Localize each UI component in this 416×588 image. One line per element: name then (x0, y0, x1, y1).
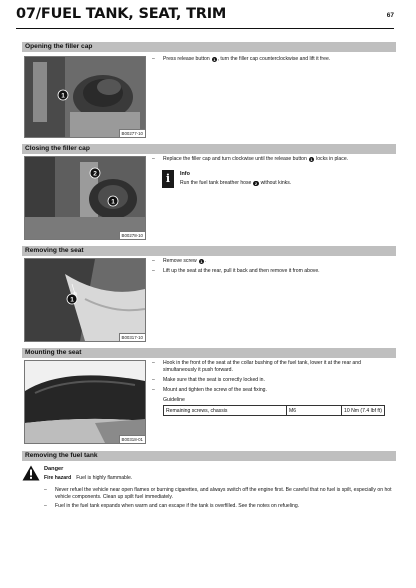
spec-label: Remaining screws, chassis (164, 406, 287, 416)
table-row (164, 406, 385, 416)
figure-mounting-seat (24, 360, 146, 444)
svg-text:1: 1 (111, 198, 115, 206)
list-dash: – (152, 268, 155, 274)
list-dash: – (152, 56, 155, 62)
info-text: Run the fuel tank breather hose 2 without kinks. (180, 180, 292, 186)
step-tighten-screw: – Mount and tighten the screw of the seat fixing. (152, 387, 267, 393)
figure-removing-seat (24, 258, 146, 342)
guideline-title: Guideline (163, 397, 185, 403)
list-dash: – (44, 487, 47, 493)
figure-code: B00318-01 (119, 435, 145, 443)
photo-seat-mounted (25, 361, 145, 443)
danger-bullet: – Fuel in the fuel tank expands when warm and can escape if the tank is overfilled. See the notes on refueling. (44, 503, 300, 509)
list-dash: – (44, 503, 47, 509)
step-hook-seat: – Hook in the front of the seat at the collar bushing of the fuel tank, lower it at the rear and simultaneously it push forward. (152, 360, 361, 374)
hazard-label: Fire hazard (44, 475, 72, 481)
section-header-closing-filler-cap (22, 144, 396, 154)
section-header-removing-seat (22, 246, 396, 256)
section-title: Mounting the seat (25, 349, 82, 356)
spec-torque: 10 Nm (7.4 lbf ft) (342, 406, 385, 416)
photo-filler-cap-open (25, 57, 145, 137)
chapter-title: 07/FUEL TANK, SEAT, TRIM (16, 6, 227, 22)
hazard-text: Fuel is highly flammable. (76, 475, 133, 481)
figure-code: B00278-10 (119, 231, 145, 239)
callout-1: 1 (310, 156, 313, 162)
section-header-opening-filler-cap (22, 42, 396, 52)
page-header (16, 6, 394, 29)
hazard-line (44, 475, 132, 481)
section-title: Removing the fuel tank (25, 452, 98, 459)
photo-seat-screw (25, 259, 145, 341)
callout-1: 1 (213, 56, 216, 62)
section-title: Closing the filler cap (25, 145, 90, 152)
warning-triangle-icon (22, 465, 40, 481)
step-lift-seat: – Lift up the seat at the rear, pull it back and then remove it from above. (152, 268, 320, 274)
figure-opening-filler-cap (24, 56, 146, 138)
section-header-removing-fuel-tank (22, 451, 396, 461)
info-i-icon: i (162, 170, 174, 188)
list-dash: – (152, 156, 155, 162)
section-header-mounting-seat (22, 348, 396, 358)
step-press-release-button: – Press release button 1 , turn the filler cap counterclockwise and lift it free. (152, 56, 331, 62)
list-dash: – (152, 360, 155, 366)
list-dash: – (152, 387, 155, 393)
info-box (162, 170, 396, 188)
callout-2: 2 (254, 180, 258, 186)
step-remove-screw: – Remove screw 1 . (152, 258, 206, 264)
section-title: Opening the filler cap (25, 43, 93, 50)
svg-text:1: 1 (70, 296, 74, 304)
section-title: Removing the seat (25, 247, 84, 254)
svg-text:1: 1 (61, 92, 65, 100)
figure-code: B00277-10 (119, 129, 145, 137)
step-replace-filler-cap: – Replace the filler cap and turn clockwise until the release button 1 locks in place. (152, 156, 349, 162)
page-number: 67 (386, 12, 394, 19)
figure-code: B00317-10 (119, 333, 145, 341)
info-title: Info (180, 171, 190, 177)
svg-text:2: 2 (93, 170, 97, 178)
danger-title: Danger (44, 466, 64, 472)
guideline-table (163, 405, 385, 416)
spec-thread: M6 (287, 406, 342, 416)
callout-1: 1 (200, 258, 203, 264)
danger-bullet: – Never refuel the vehicle near open flames or burning cigarettes, and always switch off the engine first. Be careful that no fuel is spilt, especially on hot vehicle components. Clean up spilt fuel immediately. (44, 487, 392, 501)
figure-closing-filler-cap (24, 156, 146, 240)
step-check-seat-locked: – Make sure that the seat is correctly locked in. (152, 377, 265, 383)
list-dash: – (152, 258, 155, 264)
list-dash: – (152, 377, 155, 383)
photo-filler-cap-closed (25, 157, 145, 239)
